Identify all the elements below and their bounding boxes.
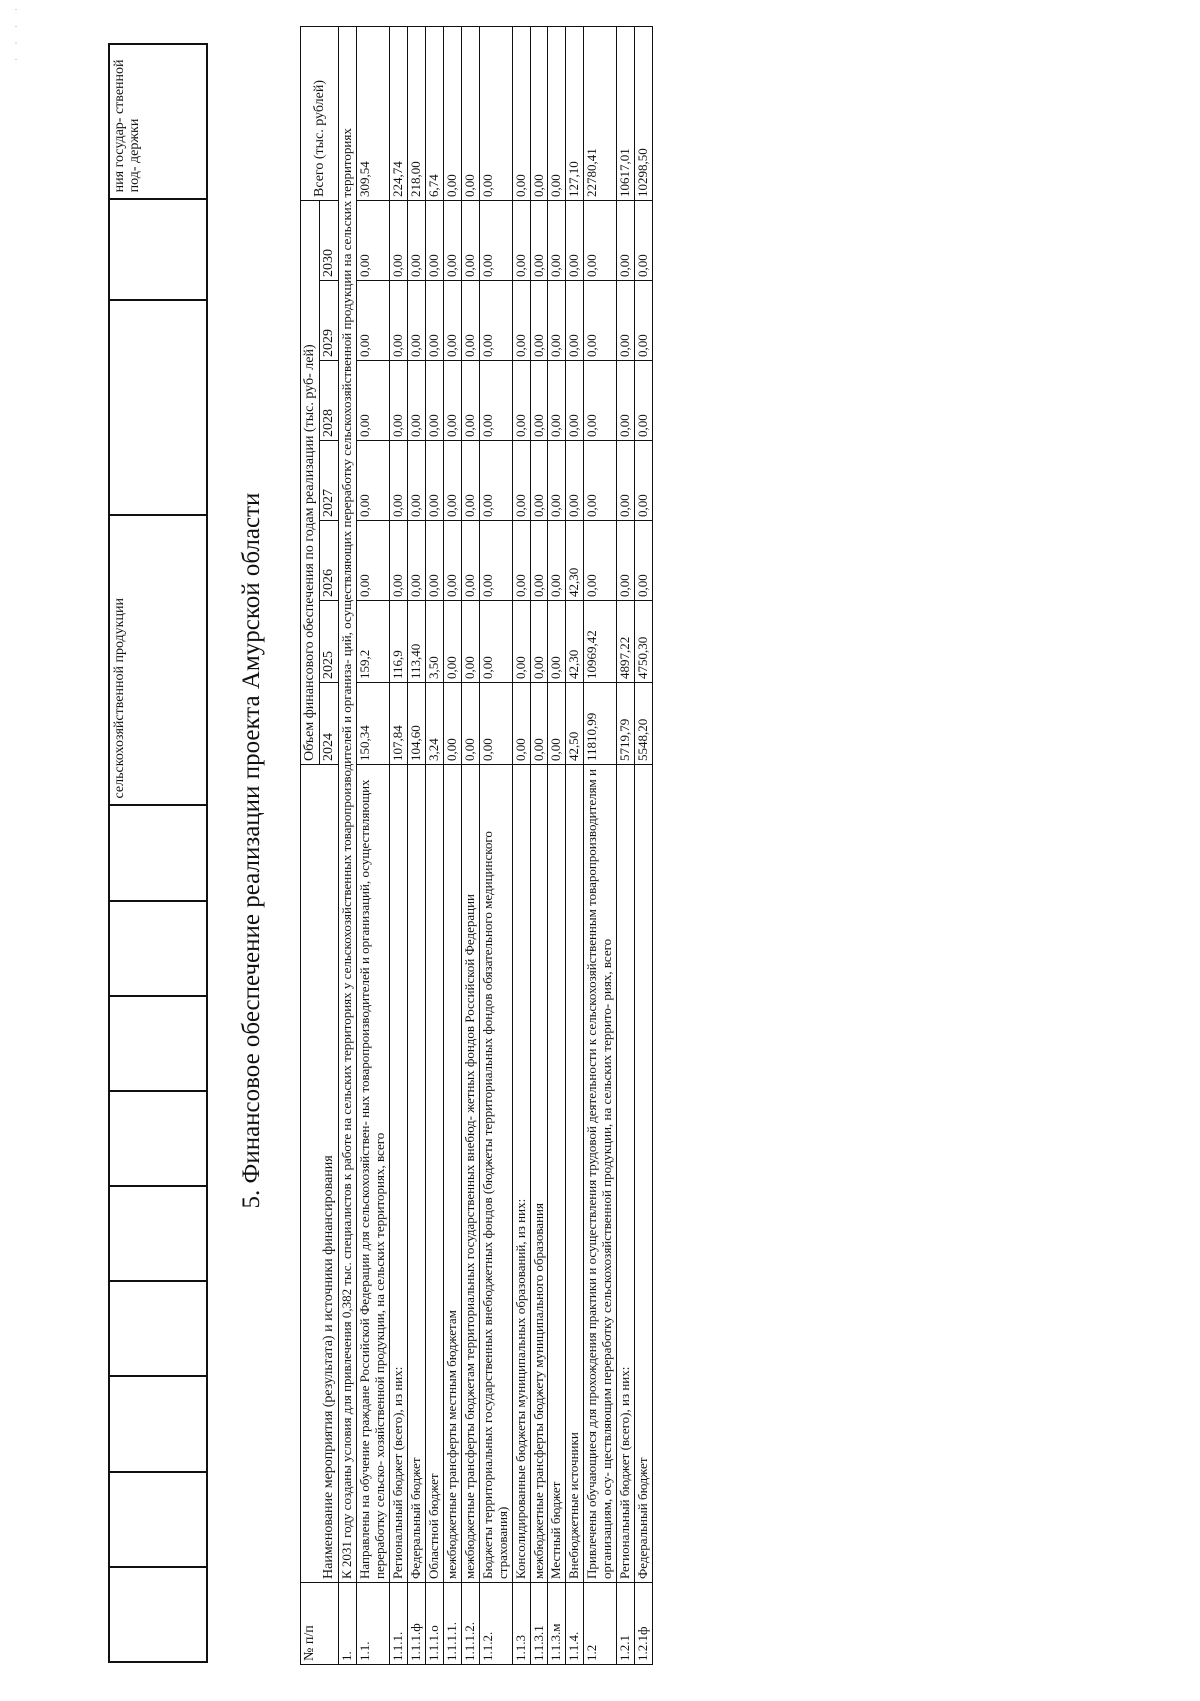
row-value-2028: 0,00 bbox=[357, 361, 390, 441]
table-row bbox=[357, 27, 390, 1665]
row-number: 1.1.1.ф bbox=[407, 1583, 425, 1665]
row-value-2025: 4897,22 bbox=[617, 601, 635, 683]
row-total: 22780,41 bbox=[584, 27, 617, 201]
table-row bbox=[548, 27, 566, 1665]
previous-table-cell: ния государ- ственной под- держки bbox=[109, 44, 207, 199]
header-year-2029: 2029 bbox=[320, 281, 339, 361]
previous-table-cell bbox=[109, 199, 207, 299]
row-value-2025: 0,00 bbox=[530, 601, 548, 683]
table-row bbox=[512, 27, 530, 1665]
row-value-2025: 0,00 bbox=[479, 601, 512, 683]
row-value-2024: 11810,99 bbox=[584, 683, 617, 765]
row-value-2026: 0,00 bbox=[479, 521, 512, 601]
row-total: 224,74 bbox=[390, 27, 408, 201]
row-name: Местный бюджет bbox=[548, 765, 566, 1583]
row-value-2026: 0,00 bbox=[512, 521, 530, 601]
row-value-2024: 3,24 bbox=[425, 683, 443, 765]
row-value-2024: 107,84 bbox=[390, 683, 408, 765]
row-value-2030: 0,00 bbox=[407, 201, 425, 281]
table-row bbox=[443, 27, 461, 1665]
row-value-2028: 0,00 bbox=[407, 361, 425, 441]
header-row-1 bbox=[301, 27, 320, 1665]
row-value-2029: 0,00 bbox=[617, 281, 635, 361]
table-row bbox=[461, 27, 479, 1665]
header-year-2024: 2024 bbox=[320, 683, 339, 765]
row-value-2030: 0,00 bbox=[443, 201, 461, 281]
row-number: 1.1.3.1 bbox=[530, 1583, 548, 1665]
row-name: Региональный бюджет (всего), из них: bbox=[617, 765, 635, 1583]
header-year-2027: 2027 bbox=[320, 441, 339, 521]
previous-table-cell: сельскохозяйственной продукции bbox=[109, 515, 207, 806]
row-value-2026: 0,00 bbox=[357, 521, 390, 601]
row-value-2024: 104,60 bbox=[407, 683, 425, 765]
header-volume: Объем финансового обеспечения по годам реализации (тыс. руб- лей) bbox=[301, 201, 320, 765]
row-total: 218,00 bbox=[407, 27, 425, 201]
row-value-2028: 0,00 bbox=[530, 361, 548, 441]
row-value-2027: 0,00 bbox=[407, 441, 425, 521]
row-total: 6,74 bbox=[425, 27, 443, 201]
row-value-2026: 0,00 bbox=[635, 521, 653, 601]
row-total: 10617,01 bbox=[617, 27, 635, 201]
financing-table bbox=[300, 26, 653, 1665]
row-value-2027: 0,00 bbox=[617, 441, 635, 521]
row-value-2024: 5719,79 bbox=[617, 683, 635, 765]
row-value-2028: 0,00 bbox=[635, 361, 653, 441]
row-value-2029: 0,00 bbox=[512, 281, 530, 361]
row-total: 0,00 bbox=[479, 27, 512, 201]
row-name: Федеральный бюджет bbox=[635, 765, 653, 1583]
row-value-2025: 0,00 bbox=[512, 601, 530, 683]
row-number: 1.1.1. bbox=[390, 1583, 408, 1665]
row-value-2029: 0,00 bbox=[443, 281, 461, 361]
row-value-2029: 0,00 bbox=[390, 281, 408, 361]
row-value-2029: 0,00 bbox=[407, 281, 425, 361]
row-value-2026: 0,00 bbox=[584, 521, 617, 601]
table-row bbox=[390, 27, 408, 1665]
row-value-2028: 0,00 bbox=[617, 361, 635, 441]
row-value-2029: 0,00 bbox=[530, 281, 548, 361]
row-value-2029: 0,00 bbox=[566, 281, 584, 361]
header-total: Всего (тыс. рублей) bbox=[301, 27, 339, 201]
row-value-2025: 4750,30 bbox=[635, 601, 653, 683]
row-value-2025: 116,9 bbox=[390, 601, 408, 683]
header-name: Наименование мероприятия (результата) и источники финансирования bbox=[301, 765, 339, 1583]
row-value-2024: 42,50 bbox=[566, 683, 584, 765]
row-value-2024: 0,00 bbox=[548, 683, 566, 765]
row-value-2029: 0,00 bbox=[479, 281, 512, 361]
row-total: 309,54 bbox=[357, 27, 390, 201]
row-value-2030: 0,00 bbox=[357, 201, 390, 281]
header-year-2025: 2025 bbox=[320, 601, 339, 683]
previous-table-cell bbox=[109, 901, 207, 996]
row-name: Консолидированные бюджеты муниципальных образований, из них: bbox=[512, 765, 530, 1583]
row-value-2029: 0,00 bbox=[357, 281, 390, 361]
row-value-2025: 159,2 bbox=[357, 601, 390, 683]
row-value-2027: 0,00 bbox=[566, 441, 584, 521]
row-value-2027: 0,00 bbox=[443, 441, 461, 521]
row-number: 1.1.1.1. bbox=[443, 1583, 461, 1665]
row-value-2027: 0,00 bbox=[530, 441, 548, 521]
row-value-2027: 0,00 bbox=[357, 441, 390, 521]
row-value-2026: 0,00 bbox=[548, 521, 566, 601]
row-value-2029: 0,00 bbox=[635, 281, 653, 361]
row-name: Региональный бюджет (всего), из них: bbox=[390, 765, 408, 1583]
row-value-2027: 0,00 bbox=[461, 441, 479, 521]
row-total: 0,00 bbox=[530, 27, 548, 201]
row-total: 0,00 bbox=[512, 27, 530, 201]
row-value-2030: 0,00 bbox=[548, 201, 566, 281]
previous-table-cell bbox=[109, 1281, 207, 1376]
row-value-2025: 42,30 bbox=[566, 601, 584, 683]
row-value-2027: 0,00 bbox=[390, 441, 408, 521]
row-number: 1.1.4. bbox=[566, 1583, 584, 1665]
row-number: 1.1. bbox=[357, 1583, 390, 1665]
row-value-2025: 0,00 bbox=[443, 601, 461, 683]
row-value-2030: 0,00 bbox=[425, 201, 443, 281]
table-row bbox=[635, 27, 653, 1665]
previous-table-cell bbox=[109, 1472, 207, 1567]
header-num: № п/п bbox=[301, 1583, 339, 1665]
previous-table-cell bbox=[109, 1091, 207, 1186]
row-total: 0,00 bbox=[461, 27, 479, 201]
row-number: 1.1.2. bbox=[479, 1583, 512, 1665]
row-value-2028: 0,00 bbox=[479, 361, 512, 441]
row-value-2024: 0,00 bbox=[530, 683, 548, 765]
row-name: межбюджетные трансферты местным бюджетам bbox=[443, 765, 461, 1583]
row-value-2024: 150,34 bbox=[357, 683, 390, 765]
previous-table-fragment bbox=[108, 43, 208, 1663]
row-name: Федеральный бюджет bbox=[407, 765, 425, 1583]
scan-speckles: · · · · bbox=[12, 2, 21, 61]
row-value-2025: 3,50 bbox=[425, 601, 443, 683]
row-value-2024: 5548,20 bbox=[635, 683, 653, 765]
row-value-2028: 0,00 bbox=[461, 361, 479, 441]
row-value-2028: 0,00 bbox=[443, 361, 461, 441]
row-value-2030: 0,00 bbox=[530, 201, 548, 281]
row-value-2025: 0,00 bbox=[461, 601, 479, 683]
row-number: 1.2.1ф bbox=[635, 1583, 653, 1665]
row-value-2027: 0,00 bbox=[635, 441, 653, 521]
row-value-2027: 0,00 bbox=[512, 441, 530, 521]
row-number: 1.2 bbox=[584, 1583, 617, 1665]
row-value-2024: 0,00 bbox=[512, 683, 530, 765]
row-value-2027: 0,00 bbox=[425, 441, 443, 521]
row-value-2030: 0,00 bbox=[584, 201, 617, 281]
row-value-2028: 0,00 bbox=[584, 361, 617, 441]
section-title: 5. Финансовое обеспечение реализации проекта Амурской области bbox=[238, 492, 265, 1209]
header-year-2030: 2030 bbox=[320, 201, 339, 281]
previous-table-cell bbox=[109, 1567, 207, 1662]
row-name: межбюджетные трансферты бюджетам территориальных государственных внебюд- жетных фондов Российской Федерации bbox=[461, 765, 479, 1583]
row-name: Бюджеты территориальных государственных внебюджетных фондов (бюджеты территориальных фондов обязательного медицинского страхования) bbox=[479, 765, 512, 1583]
row-value-2029: 0,00 bbox=[425, 281, 443, 361]
row-name: межбюджетные трансферты бюджету муниципального образования bbox=[530, 765, 548, 1583]
row-value-2029: 0,00 bbox=[548, 281, 566, 361]
row-value-2025: 10969,42 bbox=[584, 601, 617, 683]
table-row bbox=[584, 27, 617, 1665]
row-value-2030: 0,00 bbox=[617, 201, 635, 281]
row-value-2026: 0,00 bbox=[443, 521, 461, 601]
previous-table-cell bbox=[109, 1376, 207, 1471]
previous-table-cell bbox=[109, 805, 207, 900]
row-value-2027: 0,00 bbox=[479, 441, 512, 521]
header-year-2026: 2026 bbox=[320, 521, 339, 601]
table-body bbox=[339, 27, 653, 1665]
row-name: Внебюджетные источники bbox=[566, 765, 584, 1583]
row-number: 1.1.3 bbox=[512, 1583, 530, 1665]
row-value-2030: 0,00 bbox=[566, 201, 584, 281]
row-name: Направлены на обучение граждане Российской Федерации для сельскохозяйствен- ных товаропроизводителей и организаций, осуществляющих переработку сельско- хозяйственной продукции, на сельских территориях, всего bbox=[357, 765, 390, 1583]
row-value-2025: 113,40 bbox=[407, 601, 425, 683]
row-value-2026: 0,00 bbox=[461, 521, 479, 601]
row-name: Привлечены обучающиеся для прохождения практики и осуществления трудовой деятельности к сельскохозяйственным товаропроизводителям и организациям, осу- ществляющим переработку сельскохозяйственной продукции, на сельских террито- риях, всего bbox=[584, 765, 617, 1583]
table-row bbox=[479, 27, 512, 1665]
goal-row bbox=[339, 27, 357, 1665]
row-value-2026: 0,00 bbox=[425, 521, 443, 601]
row-value-2030: 0,00 bbox=[635, 201, 653, 281]
row-value-2027: 0,00 bbox=[584, 441, 617, 521]
row-value-2029: 0,00 bbox=[584, 281, 617, 361]
row-value-2026: 0,00 bbox=[530, 521, 548, 601]
row-value-2026: 0,00 bbox=[617, 521, 635, 601]
row-total: 10298,50 bbox=[635, 27, 653, 201]
row-value-2028: 0,00 bbox=[512, 361, 530, 441]
row-value-2028: 0,00 bbox=[566, 361, 584, 441]
row-total: 127,10 bbox=[566, 27, 584, 201]
row-value-2029: 0,00 bbox=[461, 281, 479, 361]
row-name: Областной бюджет bbox=[425, 765, 443, 1583]
row-total: 0,00 bbox=[443, 27, 461, 201]
goal-num: 1. bbox=[339, 1583, 357, 1665]
table-row bbox=[407, 27, 425, 1665]
row-value-2027: 0,00 bbox=[548, 441, 566, 521]
row-number: 1.1.1.о bbox=[425, 1583, 443, 1665]
row-value-2024: 0,00 bbox=[479, 683, 512, 765]
previous-table-cell bbox=[109, 1186, 207, 1281]
header-year-2028: 2028 bbox=[320, 361, 339, 441]
row-number: 1.1.3.м bbox=[548, 1583, 566, 1665]
previous-table-row bbox=[109, 44, 207, 1662]
row-value-2030: 0,00 bbox=[390, 201, 408, 281]
row-value-2025: 0,00 bbox=[548, 601, 566, 683]
row-number: 1.1.1.2. bbox=[461, 1583, 479, 1665]
table-row bbox=[617, 27, 635, 1665]
row-value-2026: 42,30 bbox=[566, 521, 584, 601]
table-row bbox=[566, 27, 584, 1665]
row-value-2030: 0,00 bbox=[461, 201, 479, 281]
row-value-2026: 0,00 bbox=[407, 521, 425, 601]
row-value-2026: 0,00 bbox=[390, 521, 408, 601]
row-value-2030: 0,00 bbox=[512, 201, 530, 281]
previous-table-cell bbox=[109, 300, 207, 515]
row-number: 1.2.1 bbox=[617, 1583, 635, 1665]
row-value-2024: 0,00 bbox=[443, 683, 461, 765]
row-value-2024: 0,00 bbox=[461, 683, 479, 765]
row-total: 0,00 bbox=[548, 27, 566, 201]
row-value-2028: 0,00 bbox=[425, 361, 443, 441]
row-value-2028: 0,00 bbox=[548, 361, 566, 441]
row-value-2028: 0,00 bbox=[390, 361, 408, 441]
previous-table-cell bbox=[109, 996, 207, 1091]
table-row bbox=[530, 27, 548, 1665]
table-row bbox=[425, 27, 443, 1665]
goal-text: К 2031 году созданы условия для привлечения 0,382 тыс. специалистов к работе на сельских территориях у сельскохозяйственных товаропроизводителей и организа- ций, осуществляющих переработку сельскохозяйственной продукции на сельских территориях bbox=[339, 27, 357, 1583]
row-value-2030: 0,00 bbox=[479, 201, 512, 281]
